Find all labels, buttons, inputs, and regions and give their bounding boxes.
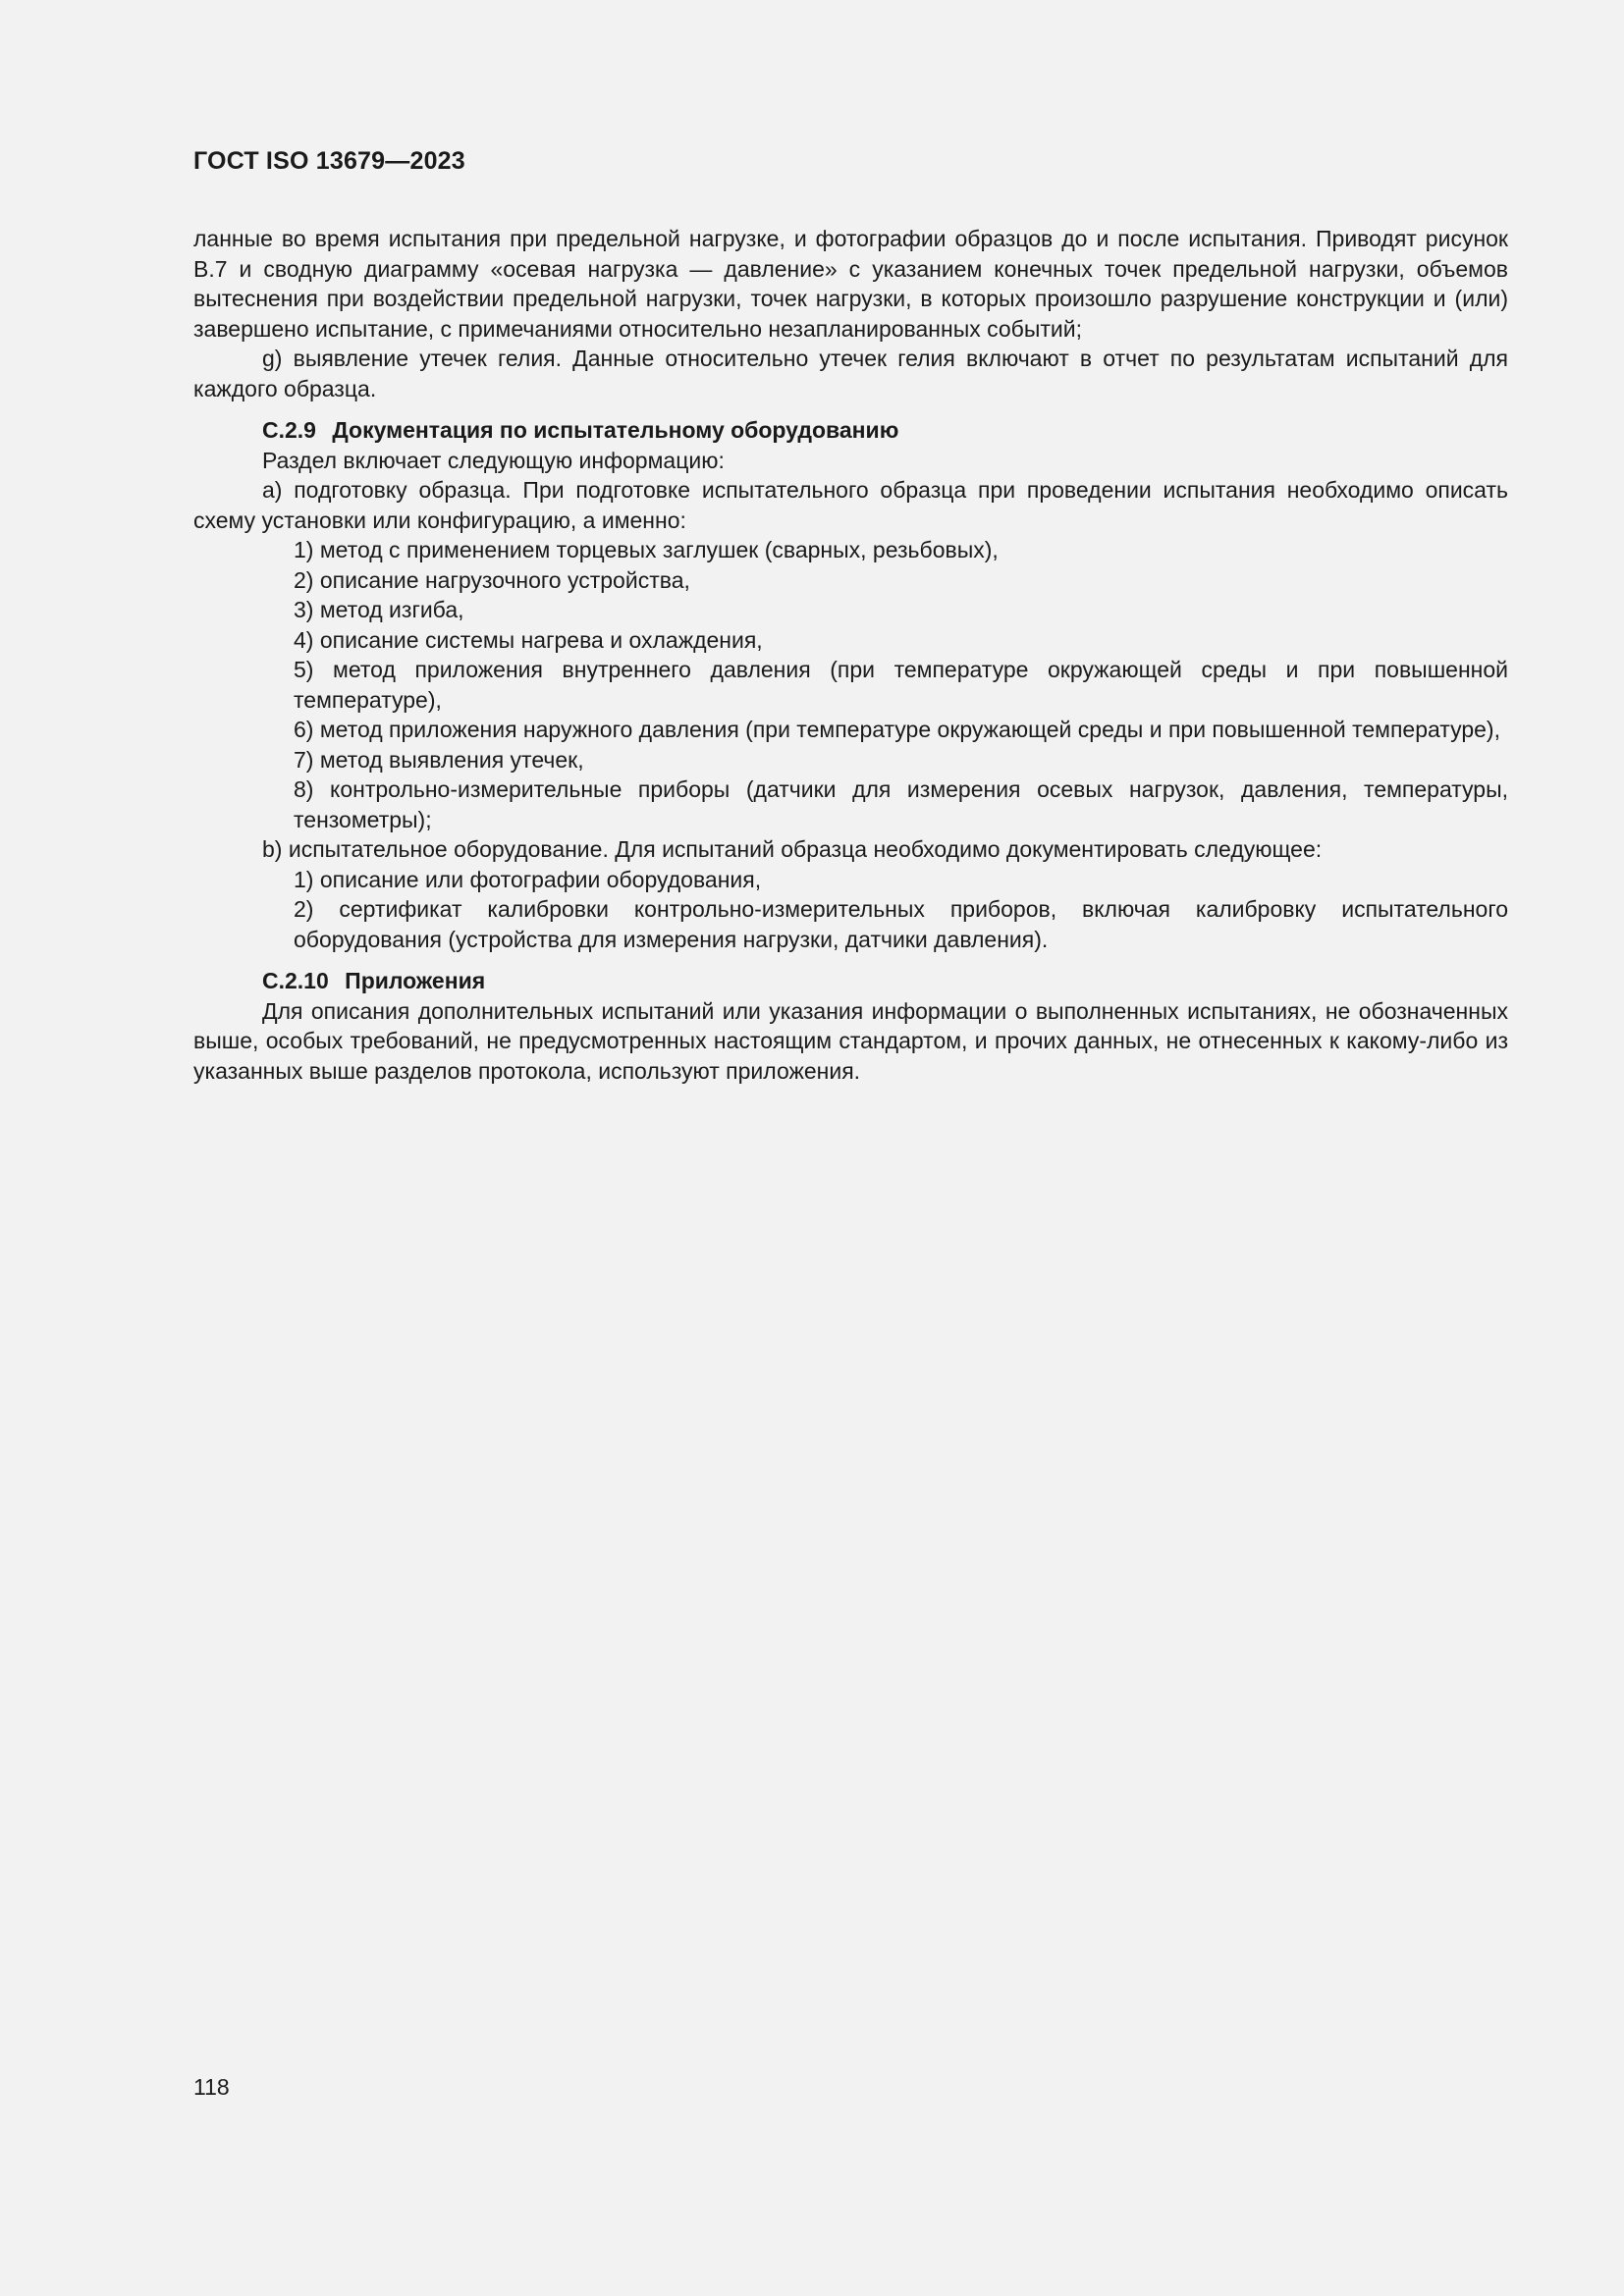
section-c210-number: С.2.10 bbox=[262, 968, 329, 993]
section-c29-heading bbox=[193, 415, 1508, 446]
section-c29-number: С.2.9 bbox=[262, 417, 316, 443]
section-c210-heading bbox=[193, 966, 1508, 996]
list-item: 3) метод изгиба, bbox=[294, 597, 464, 622]
section-c29-item-b: b) испытательное оборудование. Для испытаний образца необходимо документировать следующее: bbox=[262, 836, 1323, 862]
list-item: 6) метод приложения наружного давления (при температуре окружающей среды и при повышенной температуре), bbox=[294, 717, 1500, 742]
section-c29-item-a: a) подготовку образца. При подготовке испытательного образца при проведении испытания необходимо описать схему установки или конфигурацию, а именно: bbox=[193, 477, 1508, 533]
list-item: 4) описание системы нагрева и охлаждения, bbox=[294, 626, 763, 653]
section-c29-title: Документация по испытательному оборудованию bbox=[332, 417, 899, 443]
document-code-header: ГОСТ ISO 13679—2023 bbox=[193, 147, 465, 175]
intro-item-g: g) выявление утечек гелия. Данные относительно утечек гелия включают в отчет по результатам испытаний для каждого образца. bbox=[193, 346, 1508, 401]
list-item: 2) описание нагрузочного устройства, bbox=[294, 566, 690, 593]
list-item: 5) метод приложения внутреннего давления (при температуре окружающей среды и при повышенной температуре), bbox=[294, 657, 1508, 713]
intro-continuation-paragraph: ланные во время испытания при предельной нагрузке, и фотографии образцов до и после испытания. Приводят рисунок В.7 и сводную диаграмму «осевая нагрузка — давление» с указанием конечных точек предельной нагрузки, объемов вытеснения при воздействии предельной нагрузки, точек нагрузки, в которых произошло разрушение конструкции и (или) завершено испытание, с примечаниями относительно незапланированных событий; bbox=[193, 226, 1508, 342]
list-item: 1) описание или фотографии оборудования, bbox=[294, 866, 762, 892]
list-item: 2) сертификат калибровки контрольно-измерительных приборов, включая калибровку испытательного оборудования (устройства для измерения нагрузки, датчики давления). bbox=[294, 896, 1508, 952]
list-item: 7) метод выявления утечек, bbox=[294, 746, 584, 773]
list-item: 1) метод с применением торцевых заглушек (сварных, резьбовых), bbox=[294, 537, 999, 562]
section-c210-title: Приложения bbox=[345, 968, 486, 993]
page-number: 118 bbox=[193, 2074, 230, 2100]
section-c210-paragraph: Для описания дополнительных испытаний или указания информации о выполненных испытаниях, не обозначенных выше, особых требований, не предусмотренных настоящим стандартом, и прочих данных, не отнесенных к какому-либо из указанных выше разделов протокола, используют приложения. bbox=[193, 997, 1508, 1084]
list-item: 8) контрольно-измерительные приборы (датчики для измерения осевых нагрузок, давления, температуры, тензометры); bbox=[294, 776, 1508, 832]
section-c29-lead: Раздел включает следующую информацию: bbox=[262, 447, 725, 473]
page-content bbox=[193, 224, 1508, 1086]
